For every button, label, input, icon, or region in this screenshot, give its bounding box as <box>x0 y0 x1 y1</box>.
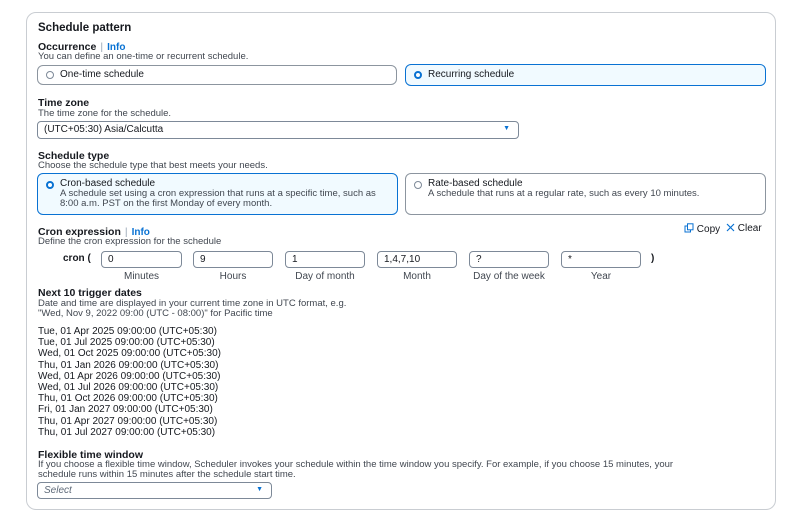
recurring-schedule-label: Recurring schedule <box>428 69 515 80</box>
cron-prefix: cron ( <box>63 253 91 264</box>
occurrence-header: Occurrence | Info <box>38 41 126 53</box>
cron-month-input[interactable]: 1,4,7,10 <box>377 251 457 268</box>
flexible-window-placeholder: Select <box>44 485 72 496</box>
cron-expression-description: Define the cron expression for the schedule <box>38 236 222 247</box>
panel-title: Schedule pattern <box>38 22 132 34</box>
occurrence-info-link[interactable]: Info <box>107 42 126 53</box>
recurring-schedule-tile[interactable] <box>405 64 766 86</box>
timezone-description: The time zone for the schedule. <box>38 108 172 119</box>
trigger-date: Wed, 01 Jul 2026 09:00:00 (UTC+05:30) <box>38 382 219 394</box>
caret-down-icon: ▼ <box>503 125 510 132</box>
caret-down-icon: ▼ <box>256 486 263 493</box>
trigger-dates-label: Next 10 trigger dates <box>38 287 142 299</box>
occurrence-description: You can define an one-time or recurrent schedule. <box>38 51 249 62</box>
trigger-date: Wed, 01 Apr 2026 09:00:00 (UTC+05:30) <box>38 370 221 382</box>
cron-day-of-month-input[interactable]: 1 <box>285 251 365 268</box>
rate-based-radio[interactable] <box>414 181 422 189</box>
trigger-dates-description-1: Date and time are displayed in your current time zone in UTC format, e.g. <box>38 298 347 309</box>
one-time-radio[interactable] <box>46 71 54 79</box>
timezone-select[interactable] <box>37 121 519 139</box>
trigger-date: Fri, 01 Jan 2027 09:00:00 (UTC+05:30) <box>38 404 213 416</box>
schedule-type-description: Choose the schedule type that best meets your needs. <box>38 160 268 171</box>
copy-icon <box>684 223 694 233</box>
cron-month-label: Month <box>403 271 431 282</box>
flexible-window-description-2: schedule runs within 15 minutes after the schedule start time. <box>38 469 296 480</box>
rate-based-description: A schedule that runs at a regular rate, such as every 10 minutes. <box>428 188 700 199</box>
cron-based-radio[interactable] <box>46 181 54 189</box>
copy-label: Copy <box>696 224 721 235</box>
trigger-date: Thu, 01 Oct 2026 09:00:00 (UTC+05:30) <box>38 393 218 405</box>
flexible-window-select[interactable] <box>37 482 272 499</box>
one-time-schedule-tile[interactable] <box>37 65 397 85</box>
cron-based-schedule-tile[interactable] <box>37 173 398 215</box>
occurrence-label: Occurrence <box>38 41 97 53</box>
one-time-schedule-label: One-time schedule <box>60 69 144 80</box>
flexible-window-description-1: If you choose a flexible time window, Scheduler invokes your schedule within the time window you specify. For example, if you choose 15 minutes, your <box>38 459 674 470</box>
cron-hours-input[interactable]: 9 <box>193 251 273 268</box>
trigger-date: Tue, 01 Jul 2025 09:00:00 (UTC+05:30) <box>38 337 215 349</box>
cron-expression-label: Cron expression <box>38 226 121 238</box>
schedule-type-label: Schedule type <box>38 150 110 162</box>
trigger-date: Thu, 01 Jan 2026 09:00:00 (UTC+05:30) <box>38 359 219 371</box>
trigger-date: Wed, 01 Oct 2025 09:00:00 (UTC+05:30) <box>38 348 221 360</box>
cron-hours-label: Hours <box>219 271 247 282</box>
copy-button[interactable] <box>684 223 720 235</box>
trigger-dates-description-2: "Wed, Nov 9, 2022 09:00 (UTC - 08:00)" for Pacific time <box>38 308 273 319</box>
cron-minutes-input[interactable]: 0 <box>101 251 182 268</box>
cron-based-label: Cron-based schedule <box>60 178 156 189</box>
cron-info-link[interactable]: Info <box>131 227 150 238</box>
flexible-window-label: Flexible time window <box>38 449 144 461</box>
cron-day-of-week-input[interactable]: ? <box>469 251 549 268</box>
trigger-date: Tue, 01 Apr 2025 09:00:00 (UTC+05:30) <box>38 326 217 337</box>
cron-day-of-month-label: Day of month <box>295 271 355 282</box>
cron-year-label: Year <box>590 271 612 282</box>
rate-based-schedule-tile[interactable] <box>405 173 766 215</box>
cron-expression-header: Cron expression | Info <box>38 226 150 238</box>
rate-based-label: Rate-based schedule <box>428 178 523 189</box>
trigger-date: Thu, 01 Jul 2027 09:00:00 (UTC+05:30) <box>38 426 216 438</box>
close-icon <box>726 223 735 232</box>
cron-suffix: ) <box>651 253 655 264</box>
cron-day-of-week-label: Day of the week <box>473 271 545 282</box>
cron-minutes-label: Minutes <box>123 271 159 282</box>
cron-year-input[interactable]: * <box>561 251 641 268</box>
recurring-radio[interactable] <box>414 71 422 79</box>
cron-based-description: A schedule set using a cron expression that runs at a specific time, such as 8:00 a.m. PST on the first Monday of every month. <box>60 188 376 209</box>
clear-label: Clear <box>737 223 762 234</box>
timezone-label: Time zone <box>38 97 90 109</box>
trigger-date: Thu, 01 Apr 2027 09:00:00 (UTC+05:30) <box>38 415 218 427</box>
trigger-dates-list <box>38 326 221 438</box>
timezone-value: (UTC+05:30) Asia/Calcutta <box>44 124 164 135</box>
clear-button[interactable] <box>726 223 762 234</box>
